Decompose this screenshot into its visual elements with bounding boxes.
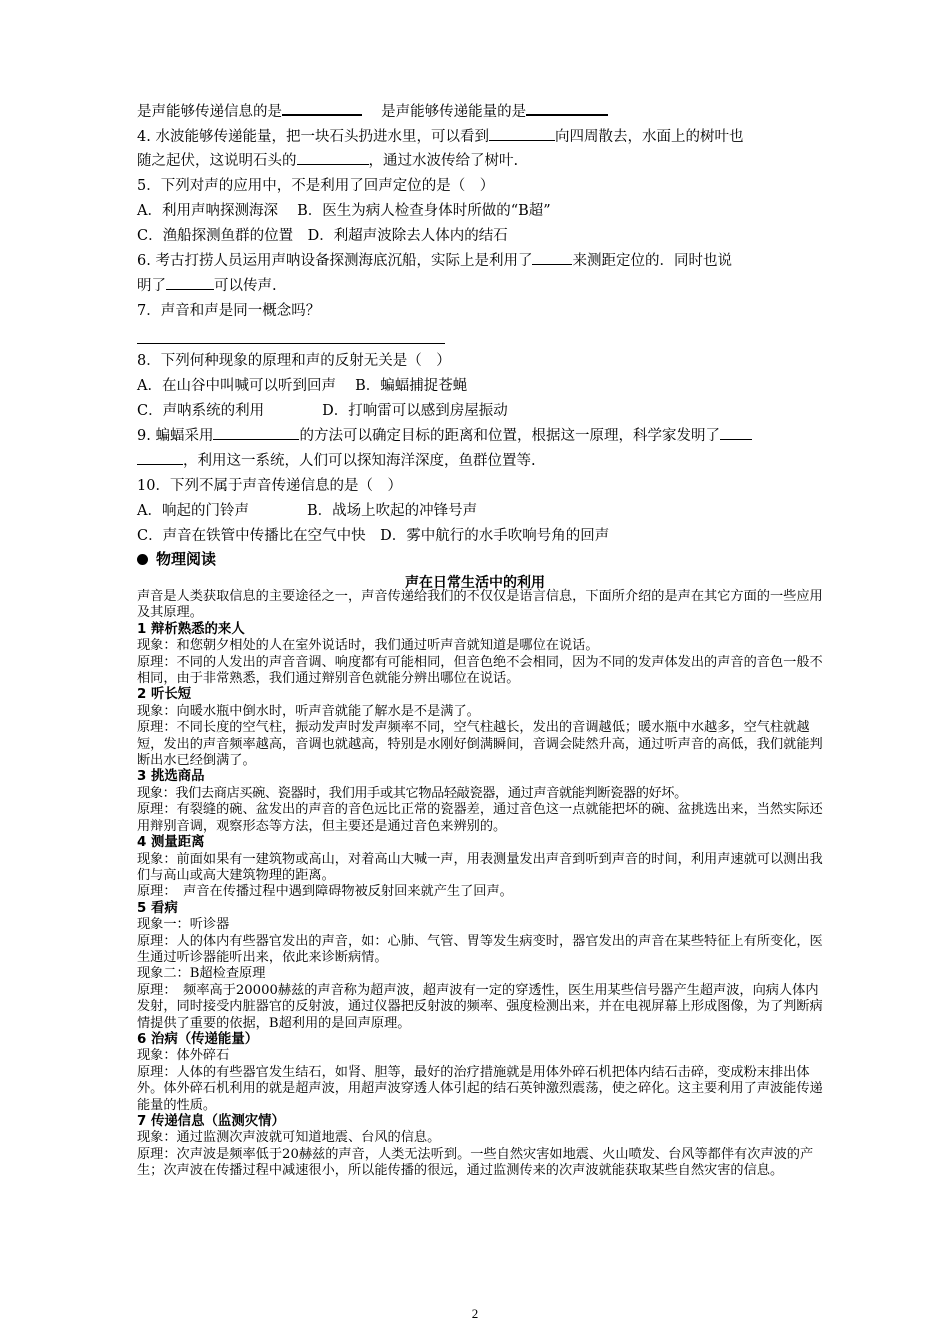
paragraph: 现象二：B超检查原理 (137, 966, 266, 982)
answer-blank (166, 275, 214, 290)
question-4-line-2 (137, 149, 827, 173)
question-5-options-cd: C．渔船探测鱼群的位置 D．利超声波除去人体内的结石 (137, 228, 508, 244)
text: 向四周散去，水面上的树叶也 (554, 129, 744, 145)
text: 9. 蝙蝠采用 (137, 428, 214, 444)
text: 是声能够传递能量的是 (381, 104, 527, 120)
text: ，通过水波传给了树叶. (368, 153, 519, 169)
page-number: 2 (471, 1306, 479, 1321)
bullet-icon (137, 554, 148, 565)
question-6-line-1 (137, 249, 827, 273)
text: 来测距定位的．同时也说 (572, 253, 732, 269)
text: 4. 水波能够传递能量，把一块石头扔进水里，可以看到 (137, 129, 489, 145)
question-6-line-2 (137, 274, 827, 298)
answer-blank (532, 250, 572, 265)
paragraph: 原理：次声波是频率低于20赫兹的声音，人类无法听到。一些自然灾害如地震、火山喷发、台风等都伴有次声波的产生；次声波在传播过程中减速很小，所以能传播的很远，通过监测传来的次声波就能获取某些自然灾害的信息。 (137, 1146, 814, 1179)
text: 的方法可以确定目标的距离和位置，根据这一原理，科学家发明了 (299, 428, 720, 444)
answer-blank (526, 100, 608, 116)
subsection-heading: 5 看病 (137, 900, 178, 916)
question-10: 10．下列不属于声音传递信息的是（ ） (137, 478, 402, 494)
answer-blank (137, 450, 183, 465)
answer-blank (720, 425, 752, 440)
paragraph: 原理： 频率高于20000赫兹的声音称为超声波，超声波有一定的穿透性，医生用某些信号器产生超声波，向病人体内发射，同时接受内脏器官的反射波，通过仪器把反射波的频率、强度检测出来，并在电视屏幕上形成图像，为了判断病情提供了重要的依据，B超利用的是回声原理。 (137, 982, 823, 1031)
article-title: 声在日常生活中的利用 (405, 575, 545, 591)
article-intro: 声音是人类获取信息的主要途径之一，声音传递给我们的不仅仅是语言信息，下面所介绍的是声在其它方面的一些应用及其原理。 (137, 589, 823, 621)
paragraph: 原理：人的体内有些器官发出的声音，如：心肺、气管、胃等发生病变时，器官发出的声音在某些特征上有所变化，医生通过听诊器能听出来，依此来诊断病情。 (137, 933, 823, 965)
paragraph: 原理： 声音在传播过程中遇到障碍物被反射回来就产生了回声。 (137, 884, 513, 900)
question-4-line-1 (137, 125, 827, 149)
question-9-line-1 (137, 424, 827, 448)
subsection-heading: 3 挑选商品 (137, 769, 205, 785)
text: 是声能够传递信息的是 (137, 104, 282, 120)
paragraph: 现象：前面如果有一建筑物或高山，对着高山大喊一声，用表测量发出声音到听到声音的时间，利用声速就可以测出我们与高山或高大建筑物理的距离。 (137, 851, 823, 883)
text: 可以传声. (214, 278, 277, 294)
paragraph: 原理：有裂缝的碗、盆发出的声音的音色远比正常的瓷器差，通过音色这一点就能把坏的碗、盆挑选出来，当然实际还用辩别音调，观察形态等方法，但主要还是通过音色来辨别的。 (137, 802, 823, 834)
answer-line (137, 343, 445, 344)
subsection-heading: 4 测量距离 (137, 835, 205, 851)
text: 6. 考古打捞人员运用声呐设备探测海底沉船，实际上是利用了 (137, 253, 533, 269)
text: ，利用这一系统，人们可以探知海洋深度，鱼群位置等. (183, 453, 536, 469)
paragraph: 现象：向暖水瓶中倒水时，听声音就能了解水是不是满了。 (137, 703, 480, 719)
answer-blank (297, 150, 369, 165)
question-5: 5．下列对声的应用中，不是利用了回声定位的是（ ） (137, 178, 495, 194)
paragraph: 原理：不同长度的空气柱，振动发声时发声频率不同，空气柱越长，发出的音调越低；暖水瓶中水越多，空气柱就越短，发出的声音频率越高，音调也就越高，特别是水刚好倒满瞬间，音调会陡然升高，通过听声音的高低，我们就能判断出水已经倒满了。 (137, 720, 823, 769)
subsection-heading: 2 听长短 (137, 687, 192, 703)
question-10-options-cd: C．声音在铁管中传播比在空气中快 D．雾中航行的水手吹响号角的回声 (137, 528, 610, 544)
question-8-options-cd: C．声呐系统的利用 D．打响雷可以感到房屋振动 (137, 403, 508, 419)
question-9-line-2 (137, 449, 827, 473)
paragraph: 现象：我们去商店买碗、瓷器时，我们用手或其它物品轻敲瓷器，通过声音就能判断瓷器的好坏。 (137, 785, 687, 801)
text: 随之起伏，这说明石头的 (137, 153, 297, 169)
subsection-heading: 7 传递信息（监测灾情） (137, 1114, 285, 1129)
paragraph: 原理：不同的人发出的声音音调、响度都有可能相同，但音色绝不会相同，因为不同的发声体发出的声音的音色一般不相同，由于非常熟悉，我们通过辩别音色就能分辨出哪位在说话。 (137, 654, 823, 687)
question-3-continuation (137, 100, 827, 124)
question-7: 7．声音和声是同一概念吗？ (137, 303, 321, 319)
paragraph: 现象一：听诊器 (137, 917, 230, 933)
article-body (137, 589, 827, 1180)
paragraph: 现象：通过监测次声波就可知道地震、台风的信息。 (137, 1130, 441, 1146)
question-8-options-ab: A．在山谷中叫喊可以听到回声 B．蝙蝠捕捉苍蝇 (137, 378, 468, 394)
answer-blank (282, 100, 362, 116)
paragraph: 现象：和您朝夕相处的人在室外说话时，我们通过听声音就知道是哪位在说话。 (137, 638, 599, 654)
question-10-options-ab: A．响起的门铃声 B．战场上吹起的冲锋号声 (137, 503, 478, 519)
answer-blank (489, 126, 555, 141)
section-label: 物理阅读 (156, 550, 217, 568)
section-heading (137, 548, 216, 569)
question-8: 8．下列何种现象的原理和声的反射无关是（ ） (137, 353, 451, 369)
subsection-heading: 1 辩析熟悉的来人 (137, 621, 245, 637)
subsection-heading: 6 治病（传递能量） (137, 1031, 259, 1047)
paragraph: 原理：人体的有些器官发生结石，如肾、胆等，最好的治疗措施就是用体外碎石机把体内结石击碎，变成粉末排出体外。体外碎石机利用的就是超声波，用超声波穿透人体引起的结石英钟激烈震荡，使之碎化。这主要利用了声波能传递能量的性质。 (137, 1064, 823, 1113)
text: 明了 (137, 278, 166, 294)
paragraph: 现象：体外碎石 (137, 1048, 230, 1064)
question-5-options-ab: A．利用声呐探测海深 B．医生为病人检查身体时所做的“B超” (137, 203, 551, 219)
answer-blank (213, 425, 299, 440)
